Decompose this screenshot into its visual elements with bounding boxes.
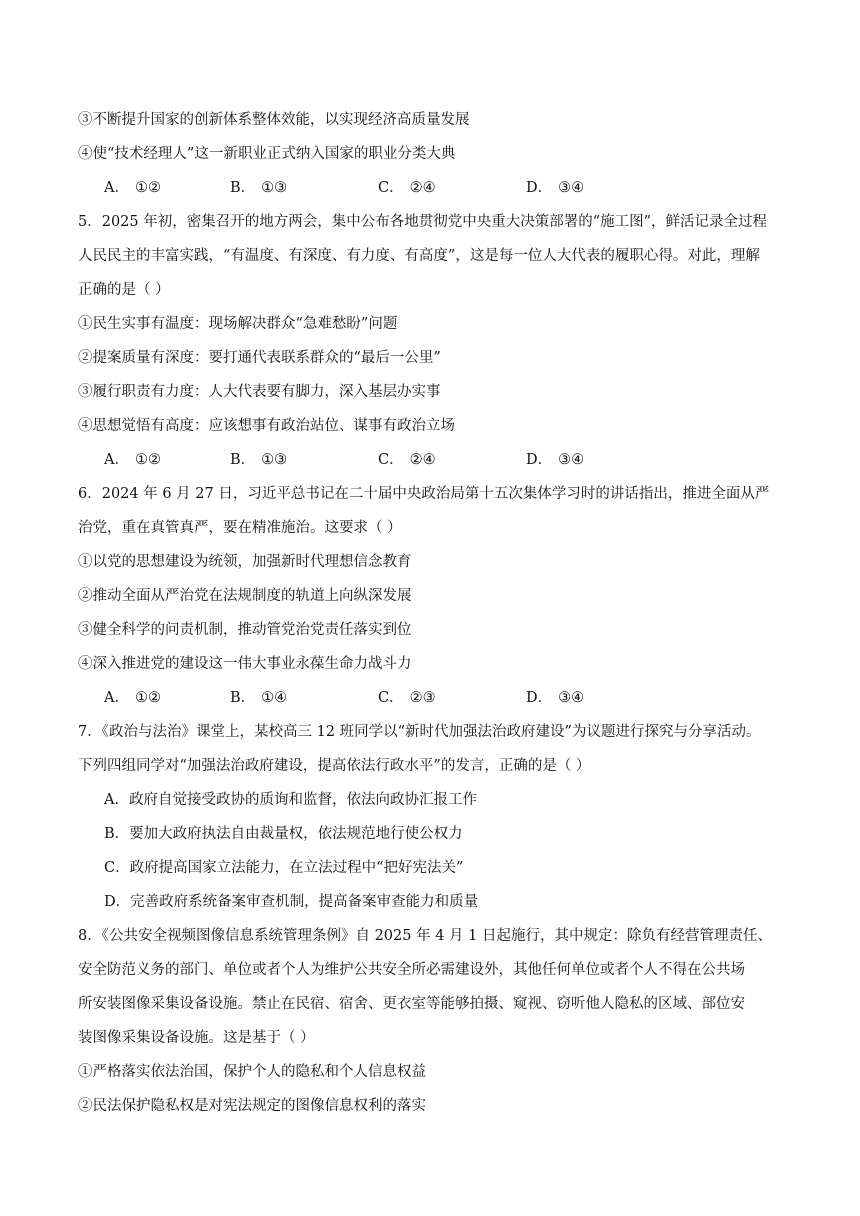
- q8-stem-line-3: 所安装图像采集设备设施。禁止在民宿、宿舍、更衣室等能够拍摄、窥视、窃听他人隐私的区域、部位安: [78, 996, 745, 1012]
- q5-stem-line-1: 5．2025 年初，密集召开的地方两会，集中公布各地贯彻党中央重大决策部署的“施工图”，鲜活记录全过程: [78, 214, 768, 230]
- q8-item-2: ②民法保护隐私权是对宪法规定的图像信息权利的落实: [78, 1098, 426, 1114]
- q7-option-b[interactable]: B．要加大政府执法自由裁量权，依法规范地行使公权力: [104, 826, 463, 842]
- q5-stem-line-2: 人民民主的丰富实践，“有温度、有深度、有力度、有高度”，这是每一位人大代表的履职心得。对此，理解: [78, 248, 760, 264]
- q4-item-4: ④使“技术经理人”这一新职业正式纳入国家的职业分类大典: [78, 146, 456, 162]
- q8-stem-line-2: 安全防范义务的部门、单位或者个人为维护公共安全所必需建设外，其他任何单位或者个人不得在公共场: [78, 962, 745, 978]
- q5-item-2: ②提案质量有深度：要打通代表联系群众的“最后一公里”: [78, 350, 441, 366]
- q5-option-c[interactable]: C． ②④: [378, 452, 436, 468]
- q6-stem-line-2: 治党，重在真管真严，要在精准施治。这要求（ ）: [78, 520, 402, 536]
- q5-options: [104, 450, 764, 470]
- q7-stem-line-2: 下列四组同学对“加强法治政府建设，提高依法行政水平”的发言，正确的是（ ）: [78, 758, 591, 774]
- q5-item-1: ①民生实事有温度：现场解决群众“急难愁盼”问题: [78, 316, 398, 332]
- q6-option-b[interactable]: B． ①④: [230, 690, 288, 706]
- q4-options: [104, 178, 764, 198]
- q4-item-3: ③不断提升国家的创新体系整体效能，以实现经济高质量发展: [78, 112, 470, 128]
- q6-option-d[interactable]: D． ③④: [526, 690, 585, 706]
- q6-item-1: ①以党的思想建设为统领，加强新时代理想信念教育: [78, 554, 412, 570]
- q4-option-b[interactable]: B． ①③: [230, 180, 288, 196]
- q6-item-2: ②推动全面从严治党在法规制度的轨道上向纵深发展: [78, 588, 412, 604]
- q5-option-b[interactable]: B． ①③: [230, 452, 288, 468]
- q6-item-3: ③健全科学的问责机制，推动管党治党责任落实到位: [78, 622, 412, 638]
- q7-option-a[interactable]: A．政府自觉接受政协的质询和监督，依法向政协汇报工作: [104, 792, 477, 808]
- q5-item-4: ④思想觉悟有高度：应该想事有政治站位、谋事有政治立场: [78, 418, 455, 434]
- q5-option-d[interactable]: D． ③④: [526, 452, 585, 468]
- q8-item-1: ①严格落实依法治国，保护个人的隐私和个人信息权益: [78, 1064, 426, 1080]
- q5-option-a[interactable]: A． ①②: [104, 452, 161, 468]
- q8-stem-line-1: 8．《公共安全视频图像信息系统管理条例》自 2025 年 4 月 1 日起施行，其中规定：除负有经营管理责任、: [78, 928, 772, 944]
- q5-item-3: ③履行职责有力度：人大代表要有脚力，深入基层办实事: [78, 384, 441, 400]
- q6-options: [104, 688, 764, 708]
- q6-stem-line-1: 6．2024 年 6 月 27 日，习近平总书记在二十届中央政治局第十五次集体学习时的讲话指出，推进全面从严: [78, 486, 770, 502]
- q6-option-a[interactable]: A． ①②: [104, 690, 161, 706]
- q8-stem-line-4: 装图像采集设备设施。这是基于（ ）: [78, 1030, 315, 1046]
- q6-option-c[interactable]: C． ②③: [378, 690, 436, 706]
- q4-option-a[interactable]: A． ①②: [104, 180, 161, 196]
- q6-item-4: ④深入推进党的建设这一伟大事业永葆生命力战斗力: [78, 656, 412, 672]
- q4-option-d[interactable]: D． ③④: [526, 180, 585, 196]
- q7-option-c[interactable]: C．政府提高国家立法能力，在立法过程中“把好宪法关”: [104, 860, 464, 876]
- q7-stem-line-1: 7．《政治与法治》课堂上，某校高三 12 班同学以“新时代加强法治政府建设”为议题进行探究与分享活动。: [78, 724, 761, 740]
- q7-option-d[interactable]: D．完善政府系统备案审查机制，提高备案审查能力和质量: [104, 894, 479, 910]
- q4-option-c[interactable]: C． ②④: [378, 180, 436, 196]
- q5-stem-line-3: 正确的是（ ）: [78, 282, 170, 298]
